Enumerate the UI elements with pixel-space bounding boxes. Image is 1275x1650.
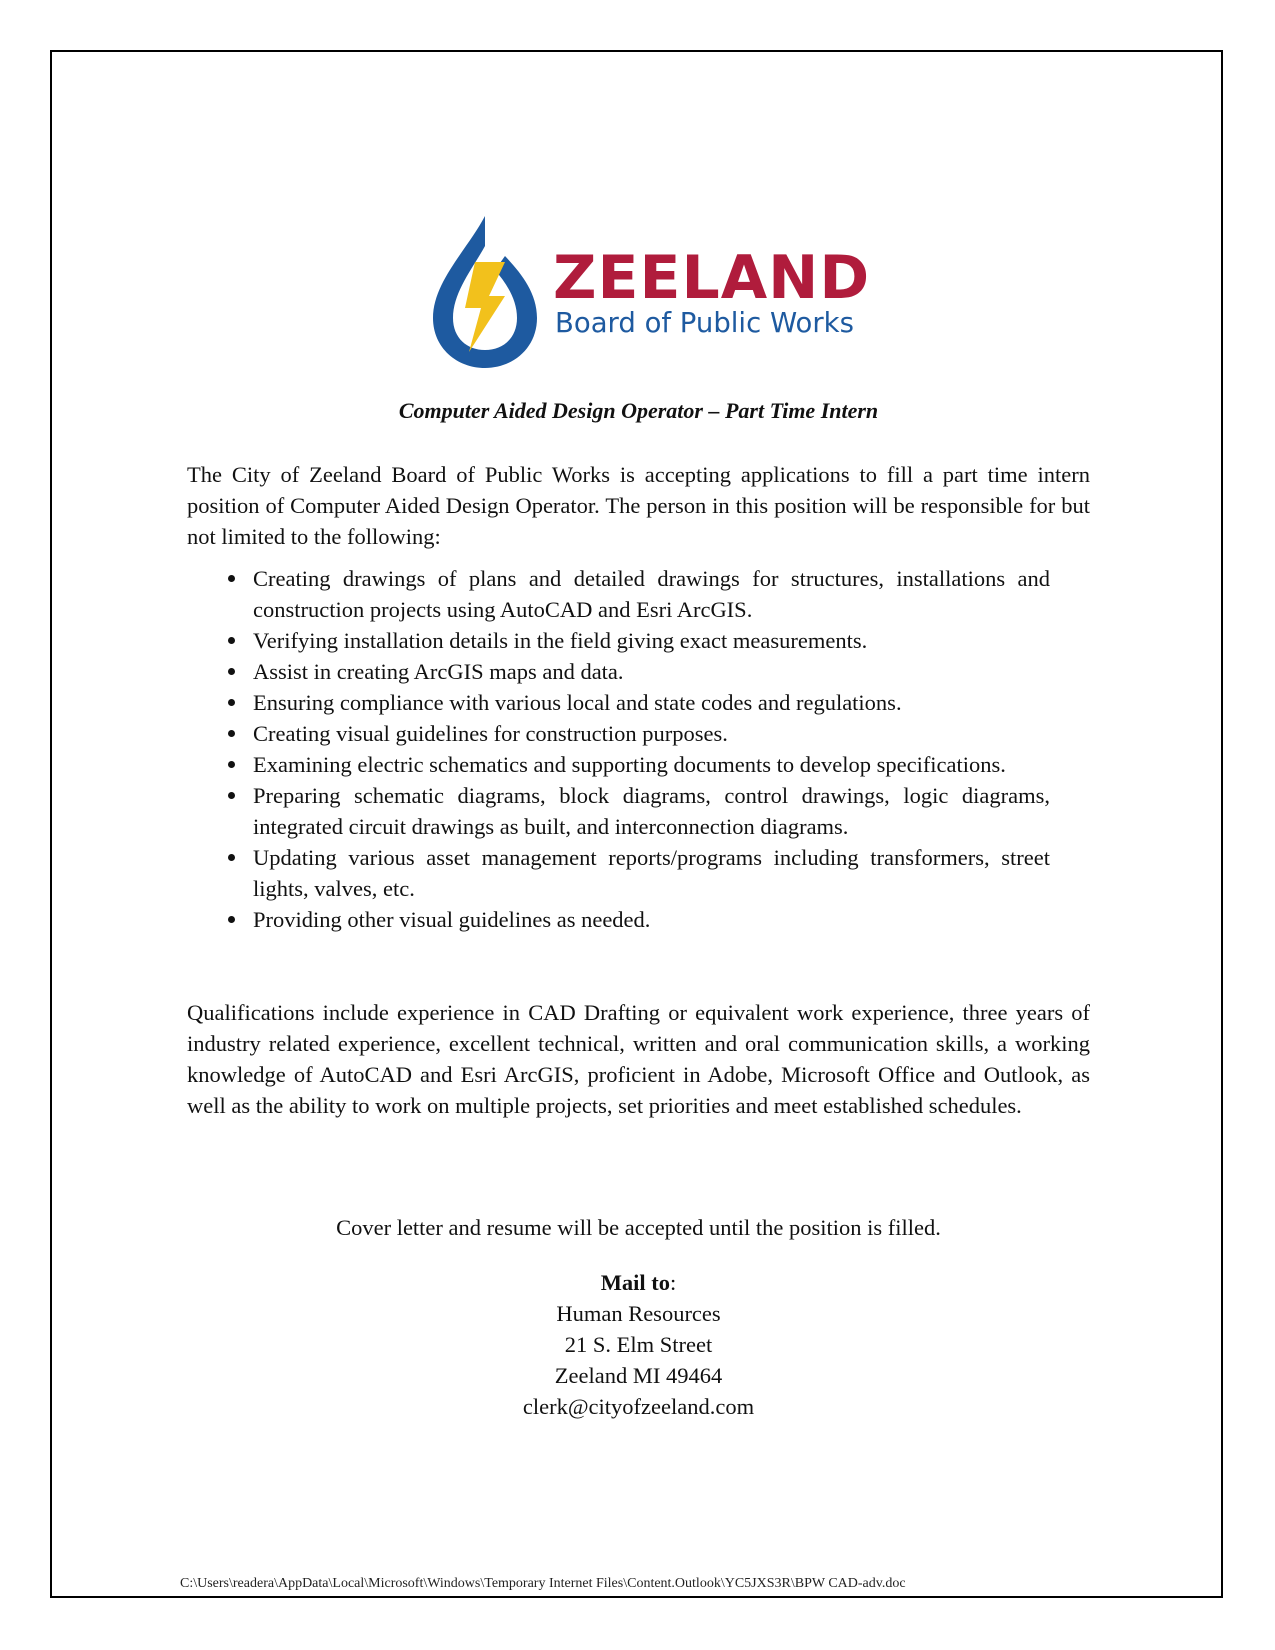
list-item-text: Ensuring compliance with various local and state codes and regulations.	[253, 690, 902, 715]
address-city-state-zip: Zeeland MI 49464	[554, 1363, 723, 1388]
list-item-text: Providing other visual guidelines as needed.	[253, 907, 651, 932]
mailing-address	[187, 1267, 1090, 1422]
lightning-bolt-shape	[465, 262, 505, 352]
list-item	[228, 780, 1050, 842]
list-item	[228, 842, 1050, 904]
list-item-text: Assist in creating ArcGIS maps and data.	[253, 659, 624, 684]
qualifications-paragraph: Qualifications include experience in CAD Drafting or equivalent work experience, three years of industry related experience, excellent technical, written and oral communication skills, a working knowledge of AutoCAD and Esri ArcGIS, proficient in Adobe, Microsoft Office and Outlook, as well as the ability to work on multiple projects, set priorities and meet established schedules.	[187, 1000, 1090, 1118]
bullet-icon	[228, 792, 235, 799]
bullet-icon	[228, 637, 235, 644]
bullet-icon	[228, 916, 235, 923]
list-item-text: Creating visual guidelines for construction purposes.	[253, 721, 728, 746]
list-item-text: Examining electric schematics and supporting documents to develop specifications.	[253, 752, 1006, 777]
list-item-text: Creating drawings of plans and detailed drawings for structures, installations and construction projects using AutoCAD and Esri ArcGIS.	[253, 566, 1050, 622]
bullet-icon	[228, 761, 235, 768]
cover-letter-note: Cover letter and resume will be accepted until the position is filled.	[336, 1215, 941, 1240]
file-path-footer: C:\Users\readera\AppData\Local\Microsoft\Windows\Temporary Internet Files\Content.Outlook\YC5JXS3R\BPW CAD-adv.doc	[180, 1576, 906, 1591]
mail-to-colon: :	[670, 1270, 677, 1295]
mail-to-label-text: Mail to	[600, 1270, 671, 1295]
list-item-text: Updating various asset management reports/programs including transformers, street lights, valves, etc.	[253, 845, 1050, 901]
intro-paragraph: The City of Zeeland Board of Public Works is accepting applications to fill a part time intern position of Computer Aided Design Operator. The person in this position will be responsible for but not limited to the following:	[187, 462, 1090, 549]
address-street: 21 S. Elm Street	[564, 1332, 713, 1357]
contact-email: clerk@cityofzeeland.com	[522, 1394, 755, 1419]
bullet-icon	[228, 854, 235, 861]
list-item	[228, 687, 1050, 718]
job-title: Computer Aided Design Operator – Part Time Intern	[398, 398, 879, 423]
water-drop-bolt-icon	[425, 210, 545, 370]
zeeland-bpw-logo	[425, 210, 871, 370]
logo-subtitle: Board of Public Works	[555, 307, 854, 339]
bullet-icon	[228, 575, 235, 582]
bullet-icon	[228, 730, 235, 737]
list-item	[228, 718, 1050, 749]
list-item	[228, 904, 1050, 935]
list-item-text: Verifying installation details in the field giving exact measurements.	[253, 628, 868, 653]
list-item	[228, 749, 1050, 780]
responsibilities-list	[228, 563, 1050, 935]
bullet-icon	[228, 668, 235, 675]
list-item-text: Preparing schematic diagrams, block diagrams, control drawings, logic diagrams, integrated circuit drawings as built, and interconnection diagrams.	[253, 783, 1050, 839]
logo-name: ZEELAND	[553, 243, 871, 313]
mail-to-label	[187, 1267, 1090, 1298]
list-item	[228, 563, 1050, 625]
list-item	[228, 625, 1050, 656]
list-item	[228, 656, 1050, 687]
bullet-icon	[228, 699, 235, 706]
address-department: Human Resources	[556, 1301, 721, 1326]
